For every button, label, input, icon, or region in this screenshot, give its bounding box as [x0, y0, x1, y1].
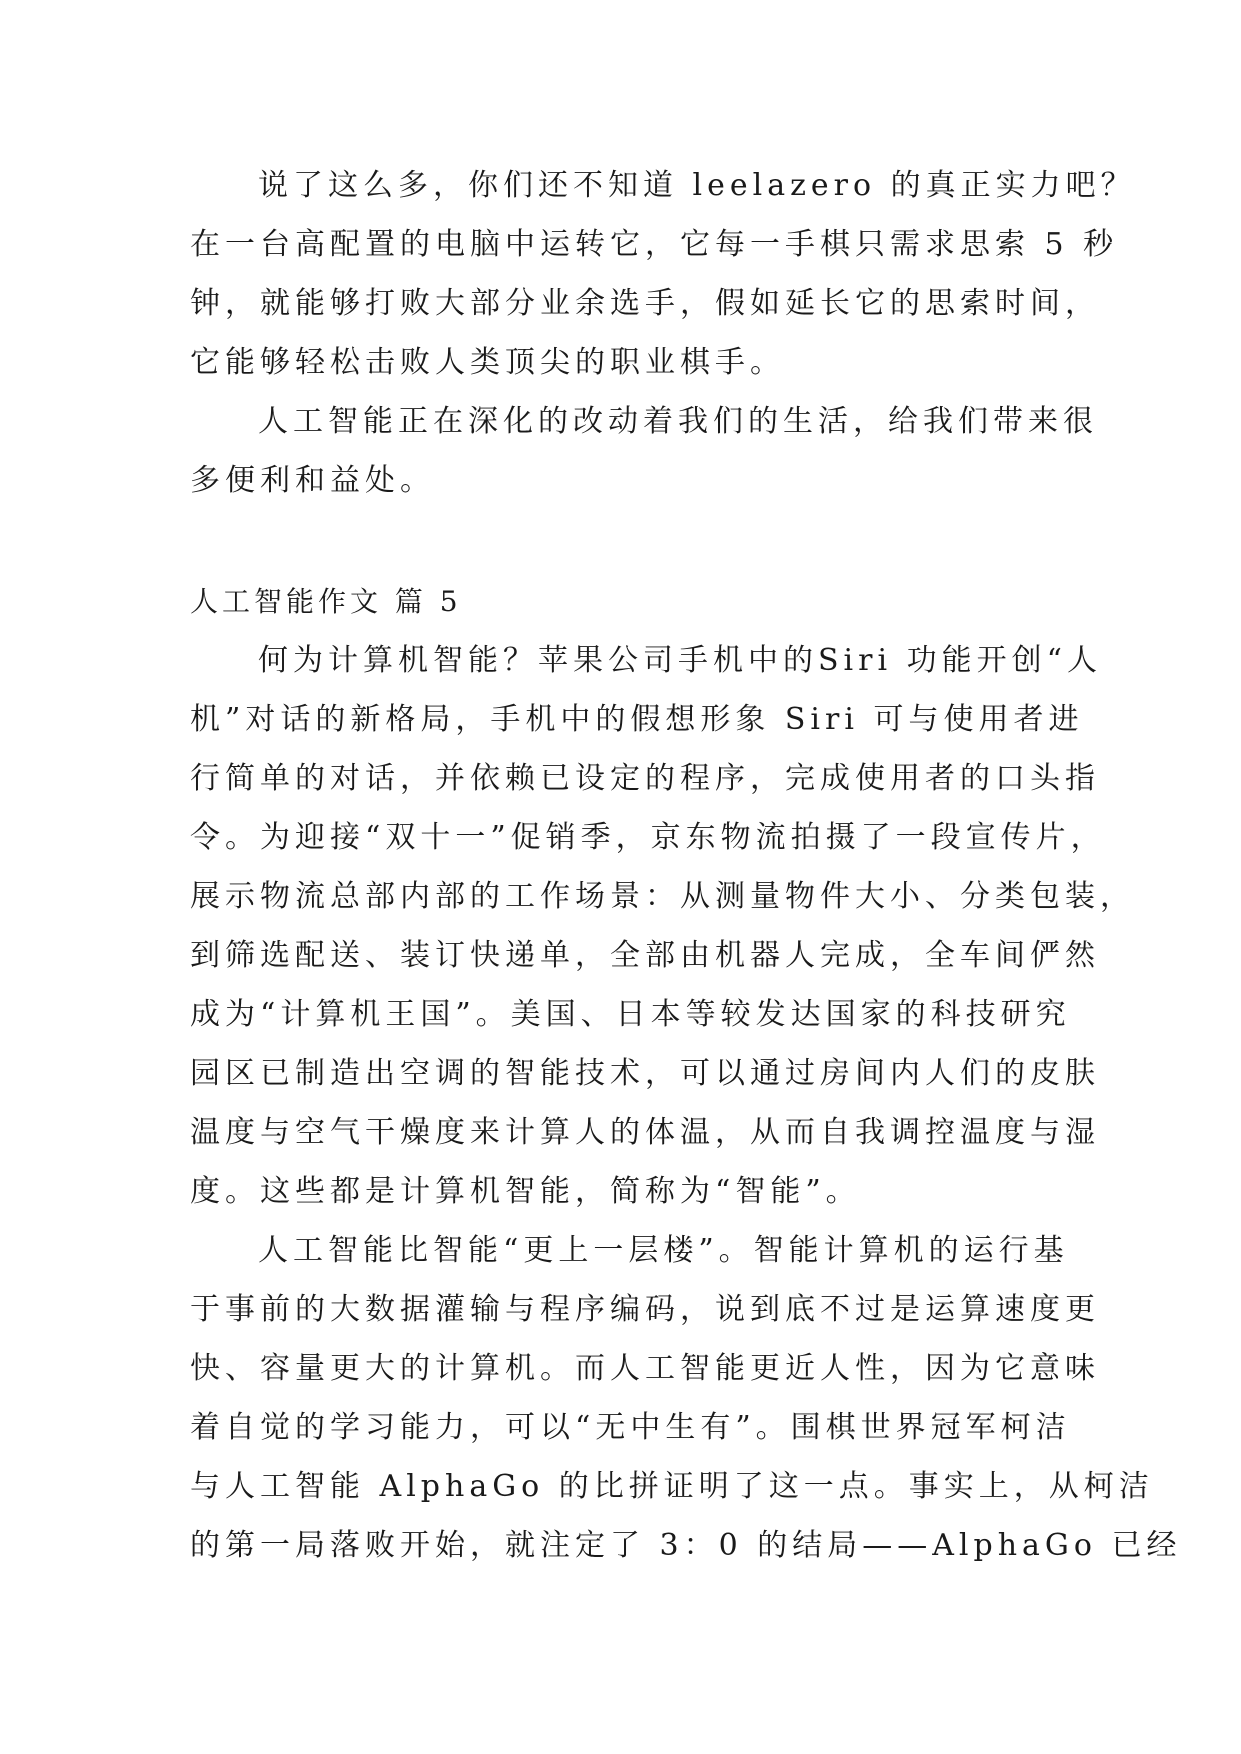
text-line: 机”对话的新格局，手机中的假想形象 Siri 可与使用者进 [190, 702, 1084, 737]
text-line: 的第一局落败开始，就注定了 3：0 的结局——AlphaGo 已经 [190, 1528, 1182, 1563]
section-spacer [190, 510, 1052, 572]
text-line: 何为计算机智能？苹果公司手机中的Siri 功能开创“人 [258, 643, 1102, 678]
text-line: 钟，就能够打败大部分业余选手，假如延长它的思索时间， [190, 286, 1100, 321]
text-line: 它能够轻松击败人类顶尖的职业棋手。 [190, 345, 785, 380]
text-line: 令。为迎接“双十一”促销季，京东物流拍摄了一段宣传片， [190, 820, 1106, 855]
section-heading: 人工智能作文 篇 5 [190, 585, 462, 618]
text-line: 人工智能比智能“更上一层楼”。智能计算机的运行基 [258, 1233, 1069, 1268]
text-line: 快、容量更大的计算机。而人工智能更近人性，因为它意味 [190, 1351, 1100, 1386]
document-body [190, 156, 1182, 1575]
text-line: 成为“计算机王国”。美国、日本等较发达国家的科技研究 [190, 997, 1071, 1032]
text-line: 展示物流总部内部的工作场景：从测量物件大小、分类包装， [190, 879, 1135, 914]
text-line: 温度与空气干燥度来计算人的体温，从而自我调控温度与湿 [190, 1115, 1100, 1150]
paragraph [190, 631, 1135, 1221]
text-line: 与人工智能 AlphaGo 的比拼证明了这一点。事实上，从柯洁 [190, 1469, 1154, 1504]
text-line: 在一台高配置的电脑中运转它，它每一手棋只需求思索 5 秒 [190, 227, 1119, 262]
paragraph [190, 392, 1098, 510]
text-line: 到筛选配送、装订快递单，全部由机器人完成，全车间俨然 [190, 938, 1100, 973]
text-line: 着自觉的学习能力，可以“无中生有”。围棋世界冠军柯洁 [190, 1410, 1071, 1445]
text-line: 行简单的对话，并依赖已设定的程序，完成使用者的口头指 [190, 761, 1100, 796]
paragraph [190, 156, 1136, 392]
text-line: 说了这么多，你们还不知道 leelazero 的真正实力吧？ [258, 168, 1136, 203]
text-line: 园区已制造出空调的智能技术，可以通过房间内人们的皮肤 [190, 1056, 1100, 1091]
paragraph [190, 1221, 1182, 1575]
text-line: 于事前的大数据灌输与程序编码，说到底不过是运算速度更 [190, 1292, 1100, 1327]
text-line: 多便利和益处。 [190, 463, 435, 498]
text-line: 度。这些都是计算机智能，简称为“智能”。 [190, 1174, 861, 1209]
text-line: 人工智能正在深化的改动着我们的生活，给我们带来很 [258, 404, 1098, 439]
